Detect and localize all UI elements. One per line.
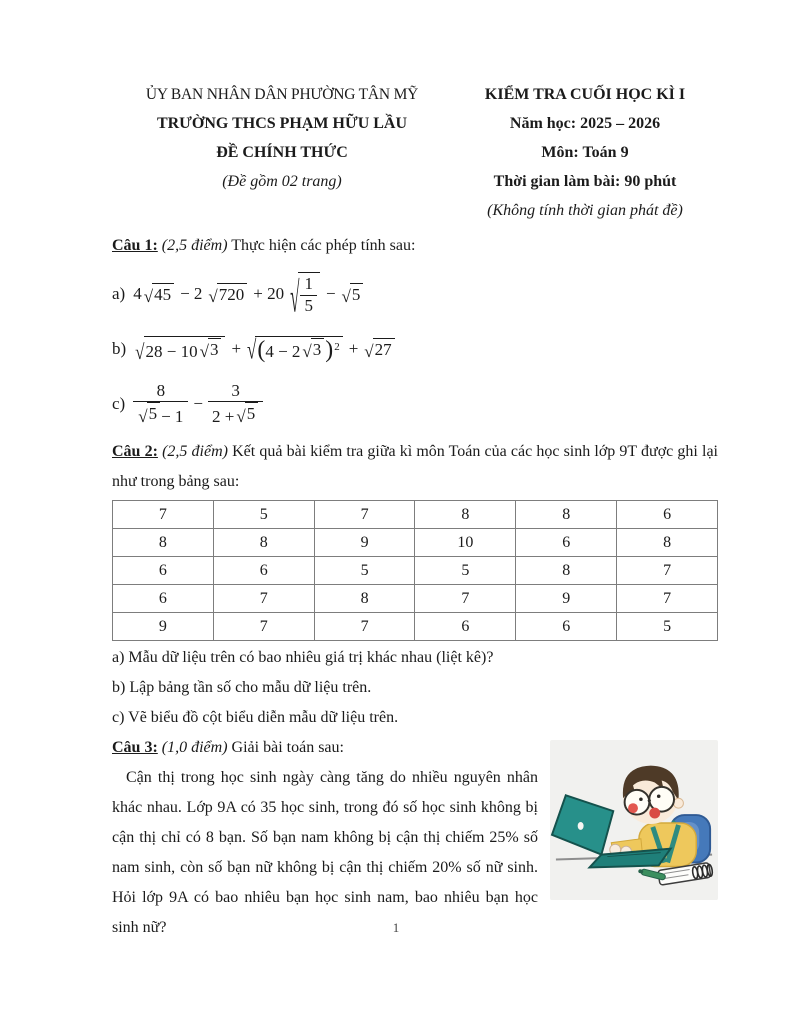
item-label-a: a) bbox=[112, 284, 126, 303]
table-row bbox=[113, 529, 718, 557]
math-operator: + bbox=[231, 339, 242, 358]
table-cell: 7 bbox=[314, 613, 415, 641]
radical-sign-icon: √ bbox=[236, 406, 246, 426]
cau2-label: Câu 2: bbox=[112, 443, 158, 460]
math-operator: + 20 bbox=[253, 284, 285, 303]
table-cell: 8 bbox=[113, 529, 214, 557]
table-cell: 7 bbox=[415, 585, 516, 613]
page-content bbox=[112, 0, 718, 943]
radical bbox=[236, 402, 258, 424]
table-cell: 8 bbox=[617, 529, 718, 557]
cau3-intro: Giải bài toán sau: bbox=[231, 739, 344, 756]
radical-sign-icon: √ bbox=[290, 273, 300, 322]
header-pages-note: (Đề gồm 02 trang) bbox=[222, 173, 342, 190]
cau2-question-a: a) Mẫu dữ liệu trên có bao nhiêu giá trị khác nhau (liệt kê)? bbox=[112, 649, 494, 666]
table-cell: 8 bbox=[415, 501, 516, 529]
cau2-intro: Kết quả bài kiểm tra giữa kì môn Toán của các học sinh lớp 9T được ghi lại như trong bảng sau: bbox=[112, 443, 719, 490]
radicand: 720 bbox=[217, 283, 248, 305]
radicand bbox=[298, 272, 320, 316]
radical-sign-icon: √ bbox=[135, 340, 145, 364]
table-cell: 10 bbox=[415, 529, 516, 557]
student-at-laptop-illustration bbox=[550, 739, 718, 901]
table-cell: 6 bbox=[113, 585, 214, 613]
student-illustration-svg bbox=[550, 739, 718, 901]
radical bbox=[200, 338, 222, 360]
item-label-b: b) bbox=[112, 339, 127, 358]
table-cell: 5 bbox=[415, 557, 516, 585]
radical-sign-icon: √ bbox=[341, 287, 351, 306]
table-cell: 8 bbox=[516, 501, 617, 529]
fraction-numerator: 1 bbox=[304, 274, 313, 294]
radicand: 27 bbox=[373, 338, 395, 360]
header-exam-block bbox=[452, 80, 718, 225]
header-subject: Môn: Toán 9 bbox=[541, 144, 629, 161]
radical bbox=[208, 283, 247, 305]
page-number: 1 bbox=[392, 920, 400, 935]
header-school-year: Năm học: 2025 – 2026 bbox=[509, 115, 661, 132]
cau3-label: Câu 3: bbox=[112, 739, 158, 756]
close-paren: ) bbox=[325, 336, 334, 363]
table-cell: 7 bbox=[213, 585, 314, 613]
fraction-denominator: 5 bbox=[300, 295, 317, 316]
table-cell: 8 bbox=[314, 585, 415, 613]
radical bbox=[138, 402, 160, 424]
radicand: 3 bbox=[208, 338, 222, 360]
radicand: 5 bbox=[350, 283, 364, 305]
radicand bbox=[255, 336, 342, 363]
table-row bbox=[113, 613, 718, 641]
table-cell: 6 bbox=[113, 557, 214, 585]
radical bbox=[302, 338, 324, 360]
table-cell: 6 bbox=[213, 557, 314, 585]
cau2-question-b: b) Lập bảng tần số cho mẫu dữ liệu trên. bbox=[112, 679, 372, 696]
fraction-numerator: 3 bbox=[231, 380, 240, 400]
radical-sign-icon: √ bbox=[302, 341, 312, 361]
radicand: 3 bbox=[311, 338, 325, 360]
radical-sign-icon: √ bbox=[143, 287, 154, 306]
cau1-expression-c bbox=[112, 377, 718, 431]
exam-header bbox=[112, 80, 718, 225]
math-operator: − 2 bbox=[180, 284, 203, 303]
table-cell: 9 bbox=[314, 529, 415, 557]
header-duration: Thời gian làm bài: 90 phút bbox=[493, 173, 677, 190]
radical bbox=[364, 338, 394, 360]
cau1-heading bbox=[112, 231, 718, 261]
header-authority: ỦY BAN NHÂN DÂN PHƯỜNG TÂN MỸ bbox=[145, 86, 419, 103]
table-cell: 8 bbox=[516, 557, 617, 585]
cau3-problem-text: Cận thị trong học sinh ngày càng tăng do nhiều nguyên nhân khác nhau. Lớp 9A có 35 học sinh, trong đó số học sinh không bị cận thị chỉ có 8 bạn. Số bạn nam không bị cận thị chiếm 25% số nam sinh, còn số bạn nữ không bị cận thị chiếm 20% số nữ sinh. Hỏi lớp 9A có bao nhiêu bạn học sinh nam, bao nhiêu bạn học sinh nữ? bbox=[112, 769, 538, 936]
radical-sign-icon: √ bbox=[208, 287, 218, 306]
table-cell: 6 bbox=[516, 529, 617, 557]
header-exam-title: KIỂM TRA CUỐI HỌC KÌ I bbox=[484, 86, 686, 103]
radical bbox=[144, 283, 174, 305]
exponent: 2 bbox=[334, 340, 340, 353]
table-cell: 5 bbox=[314, 557, 415, 585]
radical-with-fraction bbox=[290, 272, 320, 322]
header-school-name: TRƯỜNG THCS PHẠM HỮU LẦU bbox=[156, 115, 408, 132]
radical-nested bbox=[135, 336, 225, 362]
math-coefficient: 4 bbox=[133, 284, 142, 303]
math-operator: + bbox=[348, 339, 359, 358]
radical-squared-term bbox=[247, 335, 343, 366]
fraction-numerator: 8 bbox=[156, 380, 166, 400]
table-cell: 6 bbox=[516, 613, 617, 641]
header-school-block bbox=[112, 80, 452, 225]
radical-sign-icon: √ bbox=[247, 335, 257, 366]
table-cell: 7 bbox=[213, 613, 314, 641]
radical bbox=[342, 283, 364, 305]
cau1-intro: Thực hiện các phép tính sau: bbox=[231, 237, 416, 254]
cau1-points: (2,5 điểm) bbox=[161, 237, 228, 254]
table-cell: 5 bbox=[617, 613, 718, 641]
header-duration-note: (Không tính thời gian phát đề) bbox=[487, 202, 683, 219]
table-cell: 9 bbox=[516, 585, 617, 613]
cau1-expression-a bbox=[112, 263, 718, 325]
scores-table bbox=[112, 500, 718, 641]
cau2-points: (2,5 điểm) bbox=[162, 443, 228, 460]
table-cell: 6 bbox=[415, 613, 516, 641]
table-cell: 8 bbox=[213, 529, 314, 557]
table-row bbox=[113, 501, 718, 529]
cau1-expression-b bbox=[112, 325, 718, 373]
math-operator: − bbox=[193, 394, 203, 413]
math-term: 2 + bbox=[212, 406, 235, 426]
radical-sign-icon: √ bbox=[199, 342, 209, 361]
radicand: 5 bbox=[245, 402, 259, 424]
fraction-denominator bbox=[133, 401, 188, 427]
radicand: 45 bbox=[152, 283, 174, 305]
radicand bbox=[144, 336, 226, 362]
cau1-label: Câu 1: bbox=[112, 237, 158, 254]
fraction bbox=[133, 381, 188, 427]
math-term: 4 − 2 bbox=[265, 341, 301, 361]
table-cell: 5 bbox=[213, 501, 314, 529]
cau3-points: (1,0 điểm) bbox=[161, 739, 228, 756]
table-cell: 6 bbox=[617, 501, 718, 529]
item-label-c: c) bbox=[112, 394, 126, 413]
fraction bbox=[300, 274, 317, 316]
cau3-section bbox=[112, 733, 718, 943]
cau2-heading bbox=[112, 437, 718, 497]
table-row bbox=[113, 585, 718, 613]
table-cell: 7 bbox=[617, 585, 718, 613]
table-row bbox=[113, 557, 718, 585]
math-term: 28 − 10 bbox=[145, 342, 198, 361]
table-cell: 9 bbox=[113, 613, 214, 641]
radical-sign-icon: √ bbox=[364, 342, 374, 361]
table-cell: 7 bbox=[314, 501, 415, 529]
fraction bbox=[208, 381, 263, 427]
math-term: − 1 bbox=[161, 406, 184, 426]
cau2-question-c: c) Vẽ biểu đồ cột biểu diễn mẫu dữ liệu trên. bbox=[112, 709, 399, 726]
open-paren: ( bbox=[257, 336, 266, 363]
table-cell: 7 bbox=[617, 557, 718, 585]
fraction-denominator bbox=[208, 401, 263, 427]
header-official-label: ĐỀ CHÍNH THỨC bbox=[216, 144, 348, 161]
radical-sign-icon: √ bbox=[138, 406, 148, 426]
table-cell: 7 bbox=[113, 501, 214, 529]
math-operator: − bbox=[325, 284, 336, 303]
radicand: 5 bbox=[147, 402, 161, 424]
